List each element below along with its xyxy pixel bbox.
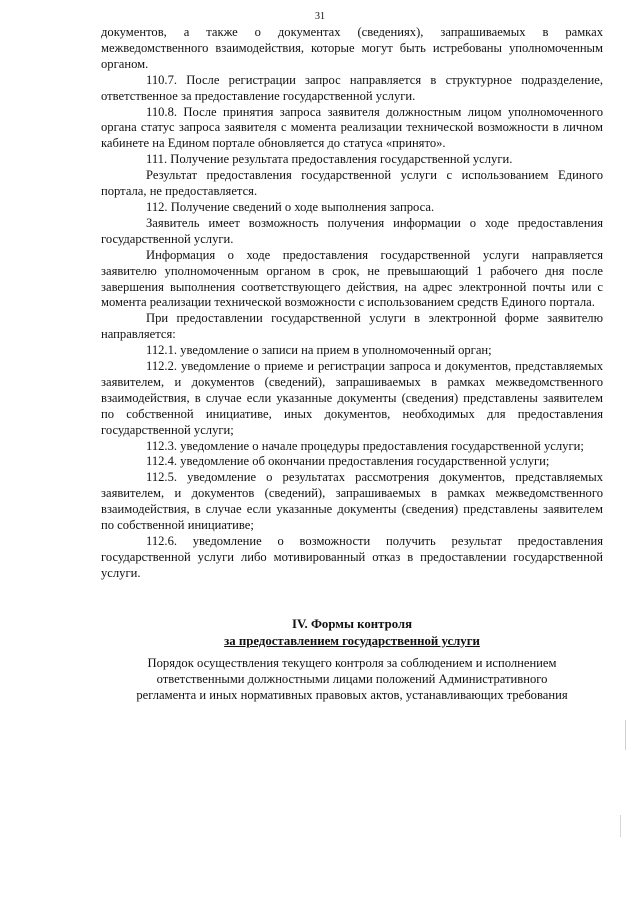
paragraph: 112.1. уведомление о записи на прием в уполномоченный орган; <box>146 343 492 358</box>
subsection-title-line: регламента и иных нормативных правовых актов, устанавливающих требования <box>136 688 568 702</box>
scan-mark <box>625 720 626 750</box>
section-heading-line1: IV. Формы контроля <box>291 617 413 631</box>
section-heading <box>101 616 603 649</box>
section-heading-line2: за предоставлением государственной услуги <box>224 633 480 648</box>
paragraph: 112.2. уведомление о приеме и регистрации запроса и документов, представляемых заявителем, и документов (сведений), запрашиваемых в рамках межведомственного взаимодействия, в случае если указанные документы (сведения) представлены заявителем по собственной инициативе, иных документов, необходимых для предоставления государственной услуги; <box>101 359 603 437</box>
page-number: 31 <box>315 11 325 22</box>
paragraph: 112.4. уведомление об окончании предоставления государственной услуги; <box>146 454 550 469</box>
paragraph: 112.6. уведомление о возможности получить результат предоставления государственной услуги либо мотивированный отказ в предоставлении государственной услуги. <box>101 534 603 580</box>
subsection-title-line: Порядок осуществления текущего контроля за соблюдением и исполнением <box>147 656 557 670</box>
paragraph: Заявитель имеет возможность получения информации о ходе предоставления государственной услуги. <box>101 215 603 246</box>
paragraph: документов, а также о документах (сведениях), запрашиваемых в рамках межведомственного взаимодействия, которые могут быть истребованы уполномоченным органом. <box>101 25 603 71</box>
paragraph: 112.3. уведомление о начале процедуры предоставления государственной услуги; <box>146 438 584 453</box>
paragraph: 111. Получение результата предоставления государственной услуги. <box>146 152 513 167</box>
subsection-title-line: ответственными должностными лицами положений Административного <box>156 672 548 686</box>
scan-mark <box>620 815 621 837</box>
document-body <box>101 25 603 582</box>
paragraph: При предоставлении государственной услуги в электронной форме заявителю направляется: <box>101 311 603 342</box>
subsection-title <box>101 655 603 703</box>
paragraph: 112. Получение сведений о ходе выполнения запроса. <box>146 199 435 214</box>
paragraph: Результат предоставления государственной услуги с использованием Единого портала, не предоставляется. <box>101 168 603 199</box>
paragraph: 112.5. уведомление о результатах рассмотрения документов, представляемых заявителем, и документов (сведений), запрашиваемых в рамках межведомственного взаимодействия, в случае если указанные документы (сведения) представлены заявителем по собственной инициативе; <box>101 470 603 533</box>
paragraph: 110.7. После регистрации запрос направляется в структурное подразделение, ответственное за предоставление государственной услуги. <box>101 72 603 103</box>
paragraph: 110.8. После принятия запроса заявителя должностным лицом уполномоченного органа статус запроса заявителя с момента реализации технической возможности в личном кабинете на Едином портале обновляется до статуса «принято». <box>101 104 603 151</box>
paragraph: Информация о ходе предоставления государственной услуги направляется заявителю уполномоченным органом в срок, не превышающий 1 рабочего дня после завершения выполнения соответствующего действия, на адрес электронной почты или с момента реализации технической возможности с использованием средств Единого портала. <box>101 247 603 310</box>
